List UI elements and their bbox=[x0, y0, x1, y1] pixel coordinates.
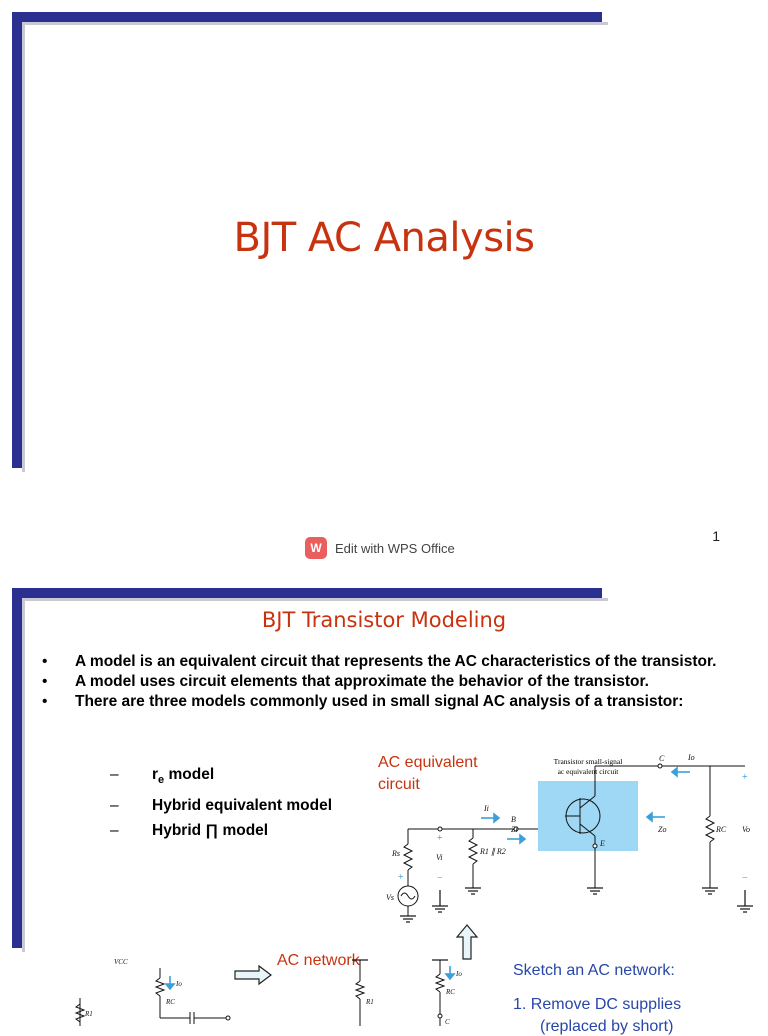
slide-2 bbox=[0, 580, 768, 1035]
ac-equivalent-circuit-diagram bbox=[370, 748, 760, 948]
svg-text:Io: Io bbox=[688, 753, 695, 762]
svg-text:C: C bbox=[659, 754, 665, 763]
svg-text:Ii: Ii bbox=[484, 804, 489, 813]
model-item: – Hybrid equivalent model bbox=[110, 793, 332, 818]
svg-text:+: + bbox=[437, 833, 443, 844]
svg-text:Rs: Rs bbox=[392, 849, 400, 858]
svg-text:R1: R1 bbox=[85, 1010, 93, 1018]
ac-equivalent-label: AC equivalent circuit bbox=[378, 754, 478, 793]
step-item-continued: (replaced by short) bbox=[540, 1018, 674, 1035]
wps-watermark[interactable] bbox=[305, 537, 455, 559]
slide-title: BJT Transistor Modeling bbox=[261, 608, 507, 632]
svg-text:Vo: Vo bbox=[742, 825, 750, 834]
frame-left-bar bbox=[12, 588, 22, 948]
svg-text:B: B bbox=[511, 815, 516, 824]
svg-text:−: − bbox=[437, 873, 443, 884]
bullet-list bbox=[42, 652, 742, 712]
svg-text:VCC: VCC bbox=[114, 958, 128, 966]
step-item: 1. Remove DC supplies bbox=[513, 996, 682, 1013]
svg-text:Vi: Vi bbox=[436, 853, 443, 862]
wps-watermark-text: Edit with WPS Office bbox=[335, 540, 455, 556]
svg-text:Vs: Vs bbox=[386, 893, 394, 902]
svg-text:+: + bbox=[398, 872, 404, 883]
svg-text:R1: R1 bbox=[366, 998, 374, 1006]
bullet-item: • There are three models commonly used in small signal AC analysis of a transistor: bbox=[42, 692, 742, 712]
svg-text:Io: Io bbox=[456, 970, 462, 978]
svg-text:RC: RC bbox=[716, 825, 727, 834]
svg-text:−: − bbox=[742, 873, 748, 884]
svg-text:RC: RC bbox=[166, 998, 175, 1006]
svg-text:Zi: Zi bbox=[511, 825, 518, 834]
bullet-item: • A model is an equivalent circuit that represents the AC characteristics of the transistor. bbox=[42, 652, 742, 672]
slide-title: BJT AC Analysis bbox=[233, 215, 535, 261]
svg-text:RC: RC bbox=[446, 988, 455, 996]
model-item: – $r_e$ model bbox=[110, 762, 332, 793]
model-item: – Hybrid ∏ model bbox=[110, 818, 332, 843]
ac-network-label: AC network bbox=[277, 952, 360, 969]
model-list bbox=[110, 762, 332, 843]
box-caption-2: ac equivalent circuit bbox=[557, 767, 619, 776]
svg-text:+: + bbox=[742, 772, 748, 783]
frame-top-bar bbox=[12, 588, 602, 598]
bullet-item: • A model uses circuit elements that approximate the behavior of the transistor. bbox=[42, 672, 742, 692]
svg-text:Zo: Zo bbox=[658, 825, 667, 834]
frame-top-bar bbox=[12, 12, 602, 22]
wps-logo-icon: W bbox=[305, 537, 327, 559]
frame-top-bar-light bbox=[22, 22, 608, 25]
frame-left-bar-light bbox=[22, 598, 25, 952]
svg-text:R1 ∥ R2: R1 ∥ R2 bbox=[480, 847, 506, 856]
svg-text:E: E bbox=[600, 839, 605, 848]
page-number: 1 bbox=[712, 528, 720, 544]
box-caption-1: Transistor small-signal bbox=[553, 757, 623, 766]
transistor-model-box bbox=[538, 781, 638, 851]
dc-network-diagram bbox=[60, 946, 500, 1026]
svg-text:C: C bbox=[445, 1018, 450, 1026]
sketch-title: Sketch an AC network: bbox=[513, 962, 675, 979]
svg-text:Io: Io bbox=[176, 980, 182, 988]
frame-top-bar-light bbox=[22, 598, 608, 601]
